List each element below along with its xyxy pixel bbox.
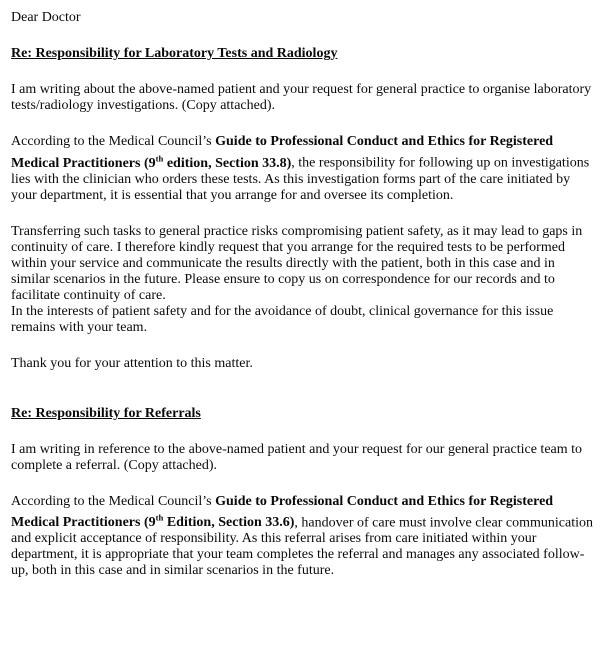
ordinal-superscript: th (155, 153, 164, 163)
text-run: According to the Medical Council’s (11, 134, 216, 149)
salutation: Dear Doctor (11, 10, 81, 25)
section-heading-laboratory-tests-radiology: Re: Responsibility for Laboratory Tests and Radiology (11, 46, 338, 61)
transfer-risk-paragraph: Transferring such tasks to general practice risks compromising patient safety, as it may lead to gaps in continuity of care. I therefore kindly request that you arrange for the required tests to be performed within your service and communicate the results directly with the patient, both in this case and in similar scenarios in the future. Please ensure to copy us on correspondence for our records and to facilitate continuity of care. (11, 223, 583, 303)
council-guide-paragraph-referrals (11, 494, 594, 580)
intro-paragraph-laboratory: I am writing about the above-named patient and your request for general practice to organise laboratory tests/radiology investigations. (Copy attached). (11, 82, 592, 113)
section-heading-referrals: Re: Responsibility for Referrals (11, 405, 201, 421)
council-guide-paragraph-laboratory (11, 134, 594, 204)
text-run: , the responsibility for following up on investigations lies with the clinician who orders these tests. As this investigation forms part of the care initiated by your department, it is essential that you arrange for and oversee its completion. (11, 155, 590, 203)
clinical-governance-line: In the interests of patient safety and for the avoidance of doubt, clinical governance for this issue remains with your team. (11, 303, 554, 335)
text-run: Guide to Professional Conduct and Ethics for Registered Medical Practitioners (9 (11, 134, 554, 171)
intro-paragraph-referrals: I am writing in reference to the above-named patient and your request for our general practice team to complete a referral. (Copy attached). (11, 441, 583, 473)
text-run: Edition, Section 33.6) (163, 515, 295, 531)
text-run: edition, Section 33.8) (163, 155, 292, 171)
text-run: Guide to Professional Conduct and Ethics for Registered Medical Practitioners (9 (11, 493, 554, 531)
ordinal-superscript: th (155, 512, 164, 523)
text-run: According to the Medical Council’s (11, 493, 216, 509)
closing-line: Thank you for your attention to this matter. (11, 355, 253, 371)
text-run: , handover of care must involve clear communication and explicit acceptance of responsibility. As this referral arises from care initiated within your department, it is appropriate that your team completes the referral and manages any associated follow-up, both in this case and in similar scenarios in the future. (11, 515, 593, 579)
